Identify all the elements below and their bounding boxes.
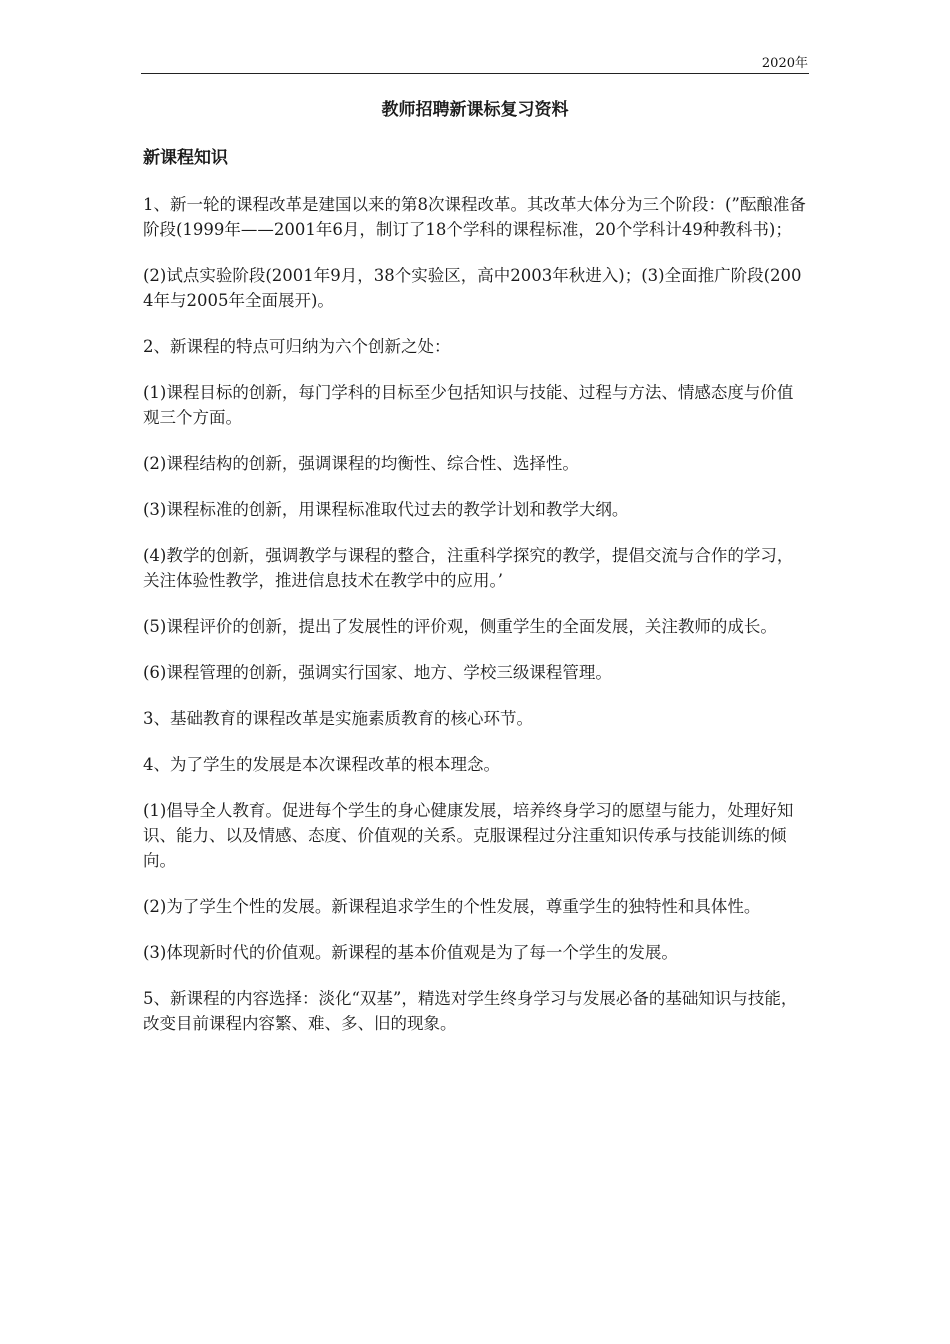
paragraph: (5)课程评价的创新，提出了发展性的评价观，侧重学生的全面发展，关注教师的成长。: [143, 617, 777, 636]
paragraph: (1)倡导全人教育。促进每个学生的身心健康发展，培养终身学习的愿望与能力，处理好知识、能力、以及情感、态度、价值观的关系。克服课程过分注重知识传承与技能训练的倾向。: [143, 801, 794, 870]
paragraph: 1、新一轮的课程改革是建国以来的第8次课程改革。其改革大体分为三个阶段：(”酝酿准备阶段(1999年——2001年6月，制订了18个学科的课程标准，20个学科计49种教科书)；: [143, 195, 806, 239]
header-rule: [141, 73, 809, 74]
paragraph: 3、基础教育的课程改革是实施素质教育的核心环节。: [143, 709, 533, 728]
paragraph: (4)教学的创新，强调教学与课程的整合，注重科学探究的教学，提倡交流与合作的学习，关注体验性教学，推进信息技术在教学中的应用。’: [143, 546, 794, 590]
document-title: 教师招聘新课标复习资料: [381, 100, 569, 120]
paragraph: (3)课程标准的创新，用课程标准取代过去的教学计划和教学大纲。: [143, 500, 629, 519]
paragraph: (2)为了学生个性的发展。新课程追求学生的个性发展，尊重学生的独特性和具体性。: [143, 897, 761, 916]
paragraph: (6)课程管理的创新，强调实行国家、地方、学校三级课程管理。: [143, 663, 612, 682]
document-body: [143, 96, 807, 1036]
paragraph: (2)课程结构的创新，强调课程的均衡性、综合性、选择性。: [143, 454, 579, 473]
paragraph: (2)试点实验阶段(2001年9月，38个实验区，高中2003年秋进入)；(3)全面推广阶段(2004年与2005年全面展开)。: [143, 266, 802, 310]
paragraph: 2、新课程的特点可归纳为六个创新之处：: [143, 337, 451, 356]
paragraph: (3)体现新时代的价值观。新课程的基本价值观是为了每一个学生的发展。: [143, 943, 678, 962]
paragraph: 5、新课程的内容选择：淡化“双基”，精选对学生终身学习与发展必备的基础知识与技能，改变目前课程内容繁、难、多、旧的现象。: [143, 989, 798, 1033]
section-heading: 新课程知识: [143, 148, 228, 168]
paragraph: (1)课程目标的创新，每门学科的目标至少包括知识与技能、过程与方法、情感态度与价值观三个方面。: [143, 383, 794, 427]
header-year: 2020年: [761, 56, 808, 71]
paragraph: 4、为了学生的发展是本次课程改革的根本理念。: [143, 755, 500, 774]
